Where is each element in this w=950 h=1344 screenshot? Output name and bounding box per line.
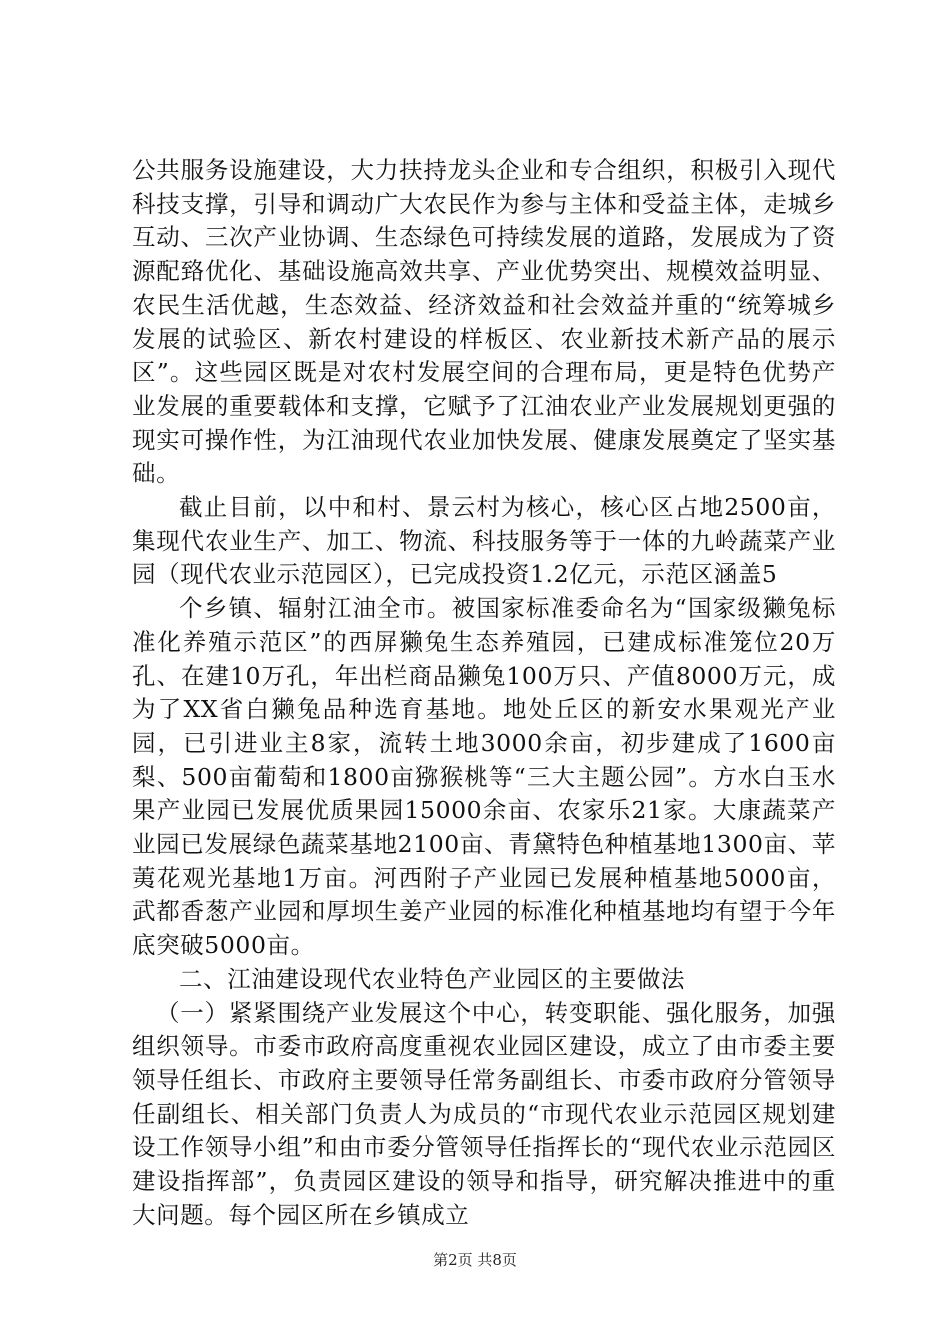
section-heading-main-practices: 二、江油建设现代农业特色产业园区的主要做法 [179,964,686,993]
paragraph-organization-leadership: （一）紧紧围绕产业发展这个中心，转变职能、强化服务，加强组织领导。市委市政府高度重视农业园区建设，成立了由市委主要领导任组长、市政府主要领导任常务副组长、市委市政府分管领导任副组长、相关部门负责人为成员的“市现代农业示范园区规划建设工作领导小组”和由市委分管领导任指挥长的“现代农业示范园区建设指挥部”，负责园区建设的领导和指导，研究解决推进中的重大问题。每个园区所在乡镇成立 [132,998,836,1229]
paragraph-public-services: 公共服务设施建设，大力扶持龙头企业和专合组织，积极引入现代科技支撑，引导和调动广大农民作为参与主体和受益主体，走城乡互动、三次产业协调、生态绿色可持续发展的道路，发展成为了资源配臵优化、基础设施高效共享、产业优势突出、规模效益明显、农民生活优越，生态效益、经济效益和社会效益并重的“统筹城乡发展的试验区、新农村建设的样板区、农业新技术新产品的展示区”。这些园区既是对农村发展空间的合理布局，更是特色优势产业发展的重要载体和支撑，它赋予了江油农业产业发展规划更强的现实可操作性，为江油现代农业加快发展、健康发展奠定了坚实基础。 [132,156,836,488]
paragraph-park-details: 个乡镇、辐射江油全市。被国家标准委命名为“国家级獭兔标准化养殖示范区”的西屏獭兔生态养殖园，已建成标准笼位20万孔、在建10万孔，年出栏商品獭兔100万只、产值8000万元，成为了XX省白獭兔品种选育基地。地处丘区的新安水果观光产业园，已引进业主8家，流转土地3000余亩，初步建成了1600亩梨、500亩葡萄和1800亩猕猴桃等“三大主题公园”。方水白玉水果产业园已发展优质果园15000余亩、农家乐21家。大康蔬菜产业园已发展绿色蔬菜基地2100亩、青黛特色种植基地1300亩、苹荑花观光基地1万亩。河西附子产业园已发展种植基地5000亩，武都香葱产业园和厚坝生姜产业园的标准化种植基地均有望于今年底突破5000亩。 [132,594,836,960]
page-footer: 第2页 共8页 [433,1251,517,1269]
paragraph-progress-summary: 截止目前，以中和村、景云村为核心，核心区占地2500亩，集现代农业生产、加工、物流、科技服务等于一体的九岭蔬菜产业园（现代农业示范园区），已完成投资1.2亿元，示范区涵盖5 [132,493,836,589]
document-body [132,154,836,1233]
